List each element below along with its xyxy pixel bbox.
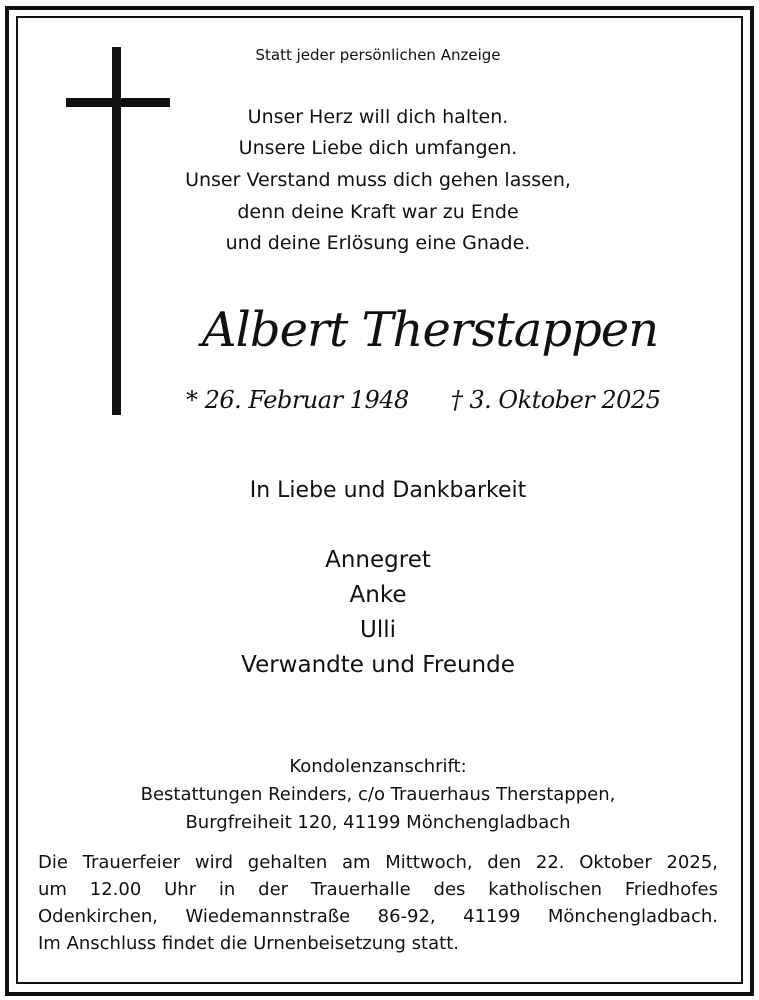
birth-date: * 26. Februar 1948	[186, 386, 409, 414]
deceased-name: Albert Therstappen	[201, 302, 659, 358]
poem-line: Unser Herz will dich halten.	[247, 106, 509, 128]
mourner-name: Annegret	[325, 547, 431, 573]
service-line: Die Trauerfeier wird gehalten am Mittwoch, den 22. Oktober 2025,	[38, 852, 718, 873]
poem-line: denn deine Kraft war zu Ende	[237, 201, 519, 223]
poem-line: und deine Erlösung eine Gnade.	[225, 232, 531, 254]
condolence-line: Bestattungen Reinders, c/o Trauerhaus Therstappen,	[140, 784, 616, 805]
condolence-heading: Kondolenzanschrift:	[289, 756, 467, 777]
death-date: † 3. Oktober 2025	[450, 386, 661, 414]
service-line: Im Anschluss findet die Urnenbeisetzung statt.	[38, 933, 459, 954]
service-line: um 12.00 Uhr in der Trauerhalle des katholischen Friedhofes	[38, 879, 718, 900]
mourner-name: Verwandte und Freunde	[241, 652, 515, 678]
announcement-header: Statt jeder persönlichen Anzeige	[255, 46, 501, 64]
condolence-line: Burgfreiheit 120, 41199 Mönchengladbach	[185, 812, 571, 833]
mourner-name: Anke	[349, 582, 407, 608]
poem-line: Unsere Liebe dich umfangen.	[238, 137, 518, 159]
closing-phrase: In Liebe und Dankbarkeit	[249, 478, 527, 503]
service-line: Odenkirchen, Wiedemannstraße 86-92, 41199 Mönchengladbach.	[38, 906, 718, 927]
life-dates	[186, 386, 686, 414]
mourner-name: Ulli	[359, 617, 396, 643]
poem-line: Unser Verstand muss dich gehen lassen,	[185, 169, 571, 191]
